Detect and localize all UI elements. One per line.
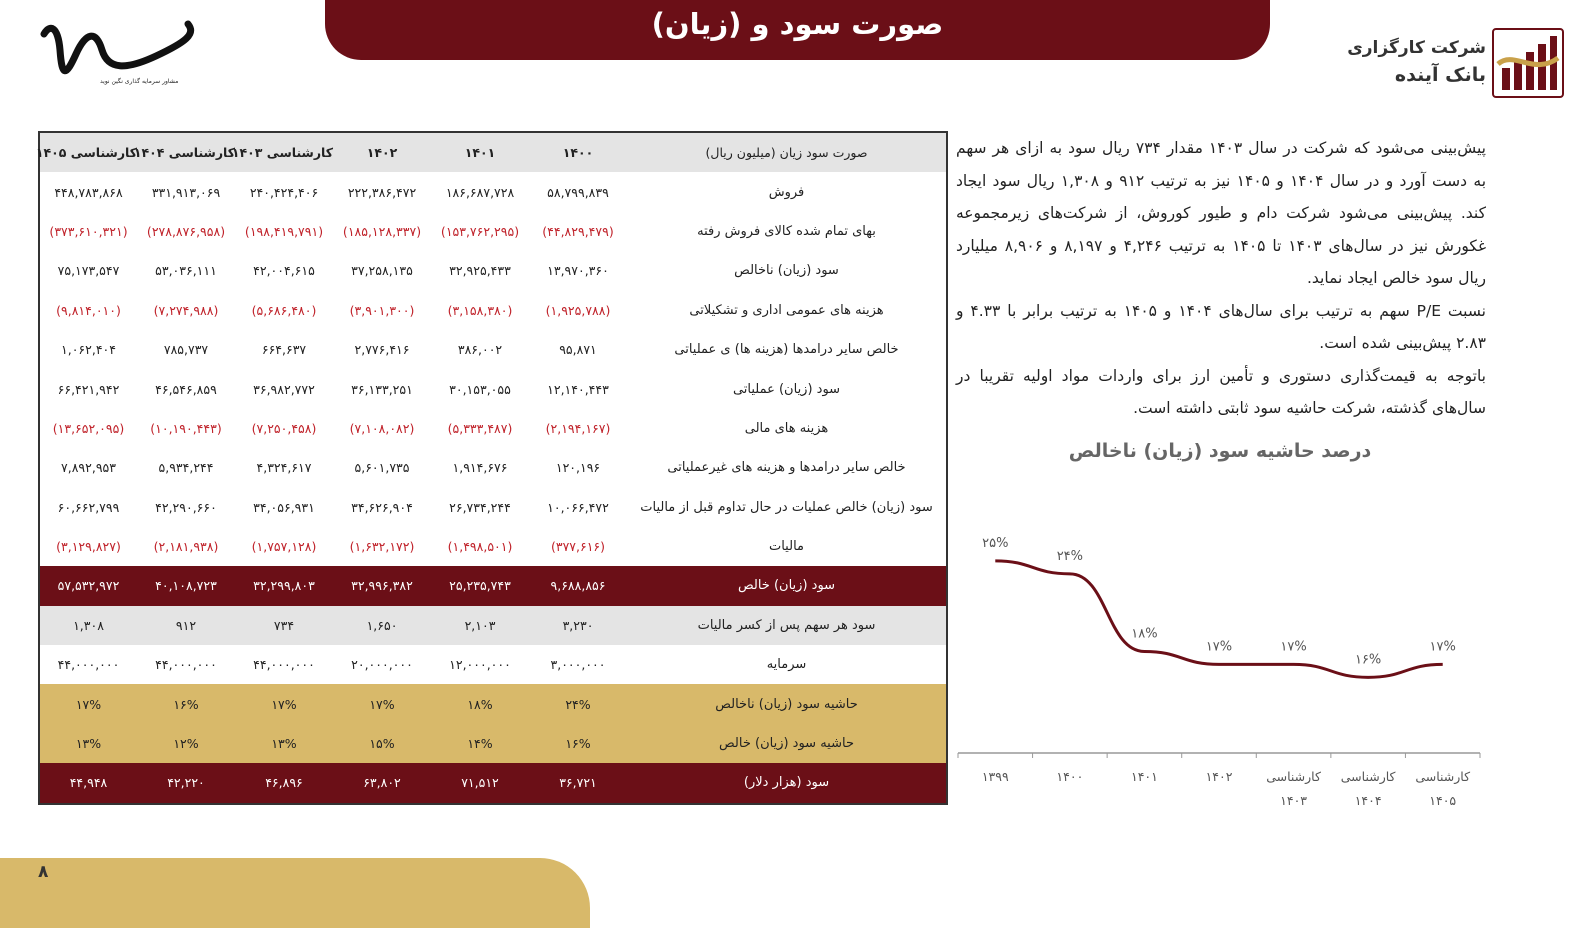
table-row (39, 409, 947, 448)
column-header: کارشناسی ۱۴۰۴ (137, 132, 235, 172)
table-row (39, 448, 947, 487)
table-row (39, 724, 947, 763)
table-cell: ۶۳,۸۰۲ (333, 763, 431, 803)
data-label: ۲۴% (1056, 548, 1084, 564)
table-cell: (۱,۹۲۵,۷۸۸) (545, 302, 611, 318)
broker-name-line2: بانک آینده (1394, 64, 1486, 86)
x-tick-label: کارشناسی ۱۴۰۵ (1415, 769, 1471, 808)
table-cell: (۱۰,۱۹۰,۴۴۳) (150, 420, 222, 436)
table-cell: ۱۷% (333, 684, 431, 723)
table-cell: (۵,۳۳۳,۴۸۷) (447, 420, 513, 436)
table-cell: ۲,۱۰۳ (431, 606, 529, 645)
table-cell: ۵,۶۰۱,۷۳۵ (354, 460, 410, 476)
table-cell: (۱۵۳,۷۶۲,۲۹۵) (440, 223, 520, 239)
row-label: هزینه های عمومی اداری و تشکیلاتی (689, 302, 884, 318)
advisor-logo (36, 20, 204, 92)
table-cell: (۱۸۵,۱۲۸,۳۳۷) (342, 223, 422, 239)
table-cell: (۲,۱۸۱,۹۳۸) (153, 539, 219, 555)
table-cell: ۴۶,۸۹۶ (235, 763, 333, 803)
table-cell: ۷۸۵,۷۳۷ (163, 342, 209, 358)
table-cell: ۹۱۲ (137, 606, 235, 645)
row-label: سرمایه (766, 657, 807, 673)
table-cell: (۱۹۸,۴۱۹,۷۹۱) (244, 223, 324, 239)
table-cell: ۲۰,۰۰۰,۰۰۰ (351, 657, 413, 673)
table-cell: (۳۷۳,۶۱۰,۳۲۱) (49, 223, 128, 239)
column-header: صورت سود زیان (میلیون ریال) (627, 132, 947, 172)
row-label: سود (زیان) عملیاتی (732, 381, 841, 397)
table-cell: ۱۳% (39, 724, 137, 763)
table-cell: (۲,۱۹۴,۱۶۷) (545, 420, 611, 436)
table-cell: ۱۴% (431, 724, 529, 763)
table-cell: ۳۸۶,۰۰۲ (457, 342, 503, 358)
table-cell: ۱۷% (39, 684, 137, 723)
table-cell: ۵,۹۳۴,۲۴۴ (158, 460, 214, 476)
table-row (39, 212, 947, 251)
row-label: فروش (768, 184, 805, 200)
table-cell: ۹۵,۸۷۱ (559, 342, 597, 358)
x-tick-label: کارشناسی ۱۴۰۴ (1340, 769, 1396, 808)
data-label: ۲۵% (982, 535, 1009, 551)
table-row (39, 291, 947, 330)
table-cell: ۲,۷۷۶,۴۱۶ (354, 342, 410, 358)
data-label: ۱۷% (1280, 639, 1307, 655)
table-cell: ۱۵% (333, 724, 431, 763)
table-row (39, 684, 947, 723)
data-label: ۱۶% (1354, 652, 1382, 668)
table-row (39, 330, 947, 369)
analysis-paragraph: نسبت P/E سهم به ترتیب برای سال‌های ۱۴۰۴ و ۱۴۰۵ به ترتیب برابر با ۴.۳۳ و ۲.۸۳ پیش‌بینی شده است. (956, 301, 1486, 352)
table-cell: (۳,۱۲۹,۸۲۷) (56, 539, 121, 555)
table-cell: ۳۲,۹۹۶,۳۸۲ (333, 566, 431, 605)
table-cell: ۲۲۲,۳۸۶,۴۷۲ (347, 184, 417, 200)
x-tick-label: ۱۴۰۲ (1205, 769, 1233, 784)
page-number: ۸ (38, 862, 49, 882)
table-row (39, 645, 947, 684)
table-cell: ۳۳۱,۹۱۳,۰۶۹ (151, 184, 221, 200)
x-tick-label: ۱۴۰۰ (1056, 769, 1084, 784)
row-label: هزینه های مالی (744, 420, 829, 436)
table-cell: ۱۶% (137, 684, 235, 723)
table-row (39, 606, 947, 645)
row-label: سود (زیان) خالص (627, 566, 947, 605)
table-row (39, 251, 947, 290)
table-cell: ۵۸,۷۹۹,۸۳۹ (547, 184, 609, 200)
table-cell: ۳۶,۹۸۲,۷۷۲ (253, 381, 315, 397)
table-cell: (۲۷۸,۸۷۶,۹۵۸) (146, 223, 226, 239)
table-cell: ۴۲,۰۰۴,۶۱۵ (253, 263, 315, 279)
table-cell: ۱۶% (529, 724, 627, 763)
table-cell: ۱,۹۱۴,۶۷۶ (452, 460, 508, 476)
table-cell: ۱۸۶,۶۸۷,۷۲۸ (445, 184, 515, 200)
table-row (39, 763, 947, 803)
table-row (39, 566, 947, 605)
table-row (39, 527, 947, 566)
table-cell: ۴۴۸,۷۸۳,۸۶۸ (54, 184, 123, 200)
table-row (39, 172, 947, 211)
table-cell: ۱۰,۰۶۶,۴۷۲ (547, 499, 609, 515)
table-cell: ۴۲,۲۹۰,۶۶۰ (155, 499, 217, 515)
table-cell: ۷,۸۹۲,۹۵۳ (61, 460, 116, 476)
table-cell: ۶۶,۴۲۱,۹۴۲ (57, 381, 120, 397)
table-cell: ۱۷% (235, 684, 333, 723)
column-header: ۱۴۰۱ (431, 132, 529, 172)
table-cell: ۲۴% (529, 684, 627, 723)
data-label: ۱۸% (1131, 626, 1158, 642)
column-header: ۱۴۰۲ (333, 132, 431, 172)
broker-name-line1: شرکت کارگزاری (1347, 38, 1486, 58)
row-label: سود هر سهم پس از کسر مالیات (627, 606, 947, 645)
table-cell: ۴,۳۲۴,۶۱۷ (256, 460, 312, 476)
table-row (39, 369, 947, 408)
x-tick-label: ۱۳۹۹ (981, 769, 1009, 784)
table-cell: ۱۳,۹۷۰,۳۶۰ (547, 263, 609, 279)
table-cell: ۳۷,۲۵۸,۱۳۵ (351, 263, 413, 279)
analysis-paragraph: پیش‌بینی می‌شود که شرکت در سال ۱۴۰۳ مقدار ۷۳۴ ریال سود به ازای هر سهم به دست آورد و در سال ۱۴۰۴ و ۱۴۰۵ نیز به ترتیب ۹۱۲ و ۱,۳۰۸ ریال سود ایجاد کند. پیش‌بینی می‌شود شرکت دام و طیور کوروش، از شرکت‌های زیرمجموعه غکورش نیز در سال‌های ۱۴۰۳ تا ۱۴۰۵ به ترتیب ۴,۲۴۶ و ۸,۱۹۷ و ۸,۹۰۶ میلیارد ریال سود خالص ایجاد نماید. (956, 139, 1487, 287)
column-header: کارشناسی ۱۴۰۵ (39, 132, 137, 172)
advisor-logo-caption: مشاور سرمایه گذاری نگین نوید (100, 78, 179, 85)
table-cell: ۳,۰۰۰,۰۰۰ (550, 657, 606, 673)
table-cell: ۳۶,۷۲۱ (529, 763, 627, 803)
table-cell: ۳۰,۱۵۳,۰۵۵ (449, 381, 511, 397)
page-title: صورت سود و (زیان) (325, 0, 1270, 60)
broker-logo (1347, 26, 1564, 98)
table-cell: ۱۲,۱۴۰,۴۴۳ (547, 381, 609, 397)
row-label: بهای تمام شده کالای فروش رفته (697, 223, 876, 239)
table-cell: ۳۶,۱۳۳,۲۵۱ (351, 381, 413, 397)
row-label: مالیات (768, 539, 804, 555)
table-cell: ۲۴۰,۴۲۴,۴۰۶ (249, 184, 319, 200)
table-cell: ۳۲,۲۹۹,۸۰۳ (235, 566, 333, 605)
table-cell: (۱,۷۵۷,۱۲۸) (251, 539, 317, 555)
table-cell: (۷,۲۵۰,۴۵۸) (251, 420, 317, 436)
table-cell: (۳,۱۵۸,۳۸۰) (447, 302, 513, 318)
table-cell: ۱۲,۰۰۰,۰۰۰ (449, 657, 511, 673)
row-label: سود (هزار دلار) (627, 763, 947, 803)
table-cell: (۱,۶۳۲,۱۷۲) (349, 539, 415, 555)
row-label: خالص سایر درامدها (هزینه ها) ی عملیاتی (674, 342, 899, 358)
table-cell: (۱۳,۶۵۲,۰۹۵) (52, 420, 125, 436)
row-label: سود (زیان) خالص عملیات در حال تداوم قبل از مالیات (640, 499, 933, 515)
data-label: ۱۷% (1429, 639, 1456, 655)
column-header: ۱۴۰۰ (529, 132, 627, 172)
table-cell: ۱,۰۶۲,۴۰۴ (61, 342, 116, 358)
table-cell: ۶۶۴,۶۳۷ (261, 342, 307, 358)
table-cell: (۷,۲۷۴,۹۸۸) (153, 302, 219, 318)
table-row (39, 488, 947, 527)
table-cell: (۳,۹۰۱,۳۰۰) (349, 302, 415, 318)
gross-margin-chart (950, 505, 1495, 825)
table-cell: ۲۶,۷۳۴,۲۴۴ (449, 499, 511, 515)
table-cell: ۳,۲۳۰ (529, 606, 627, 645)
table-cell: (۷,۱۰۸,۰۸۲) (349, 420, 415, 436)
table-cell: ۹,۶۸۸,۸۵۶ (529, 566, 627, 605)
table-cell: ۷۳۴ (235, 606, 333, 645)
row-label: خالص سایر درامدها و هزینه های غیرعملیاتی (667, 460, 906, 476)
table-cell: ۶۰,۶۶۲,۷۹۹ (57, 499, 120, 515)
x-tick-label: کارشناسی ۱۴۰۳ (1266, 769, 1321, 808)
table-cell: (۹,۸۱۴,۰۱۰) (56, 302, 121, 318)
table-cell: ۲۵,۲۳۵,۷۴۳ (431, 566, 529, 605)
table-cell: ۴۴,۰۰۰,۰۰۰ (253, 657, 315, 673)
table-cell: ۴۴,۰۰۰,۰۰۰ (57, 657, 120, 673)
table-cell: ۱۸% (431, 684, 529, 723)
row-label: حاشیه سود (زیان) خالص (627, 724, 947, 763)
page-tab (0, 858, 590, 928)
table-cell: ۳۴,۰۵۶,۹۳۱ (253, 499, 315, 515)
chart-title: درصد حاشیه سود (زیان) ناخالص (1068, 440, 1372, 462)
column-header: کارشناسی ۱۴۰۳ (235, 132, 333, 172)
table-cell: ۵۳,۰۳۶,۱۱۱ (155, 263, 217, 279)
row-label: حاشیه سود (زیان) ناخالص (627, 684, 947, 723)
data-label: ۱۷% (1205, 639, 1233, 655)
table-cell: ۴۴,۰۰۰,۰۰۰ (155, 657, 217, 673)
table-cell: ۴۴,۹۴۸ (39, 763, 137, 803)
table-cell: ۱,۳۰۸ (39, 606, 137, 645)
analysis-paragraph: باتوجه به قیمت‌گذاری دستوری و تأمین ارز برای واردات مواد اولیه تقریبا در سال‌های گذشته، شرکت حاشیه سود ثابتی داشته است. (956, 366, 1486, 417)
table-cell: ۱۲۰,۱۹۶ (555, 460, 601, 476)
advisor-logo-mark (36, 20, 204, 80)
table-cell: ۴۲,۲۲۰ (137, 763, 235, 803)
table-cell: (۳۷۷,۶۱۶) (550, 539, 606, 555)
table-cell: ۱۳% (235, 724, 333, 763)
table-cell: (۴۴,۸۲۹,۴۷۹) (542, 223, 614, 239)
row-label: سود (زیان) ناخالص (734, 263, 839, 279)
table-cell: (۱,۴۹۸,۵۰۱) (447, 539, 513, 555)
x-tick-label: ۱۴۰۱ (1130, 769, 1158, 784)
table-cell: ۴۶,۵۴۶,۸۵۹ (155, 381, 217, 397)
income-statement-table (35, 131, 948, 805)
table-cell: ۱۲% (137, 724, 235, 763)
table-cell: ۳۲,۹۲۵,۴۳۳ (449, 263, 511, 279)
table-cell: ۴۰,۱۰۸,۷۲۳ (137, 566, 235, 605)
broker-logo-icon (1492, 28, 1564, 98)
table-cell: ۵۷,۵۳۲,۹۷۲ (39, 566, 137, 605)
table-cell: ۱,۶۵۰ (333, 606, 431, 645)
table-cell: (۵,۶۸۶,۴۸۰) (251, 302, 317, 318)
table-cell: ۳۴,۶۲۶,۹۰۴ (351, 499, 413, 515)
table-cell: ۷۵,۱۷۳,۵۴۷ (57, 263, 120, 279)
table-header-row (39, 132, 947, 172)
table-cell: ۷۱,۵۱۲ (431, 763, 529, 803)
analysis-text (956, 132, 1486, 425)
